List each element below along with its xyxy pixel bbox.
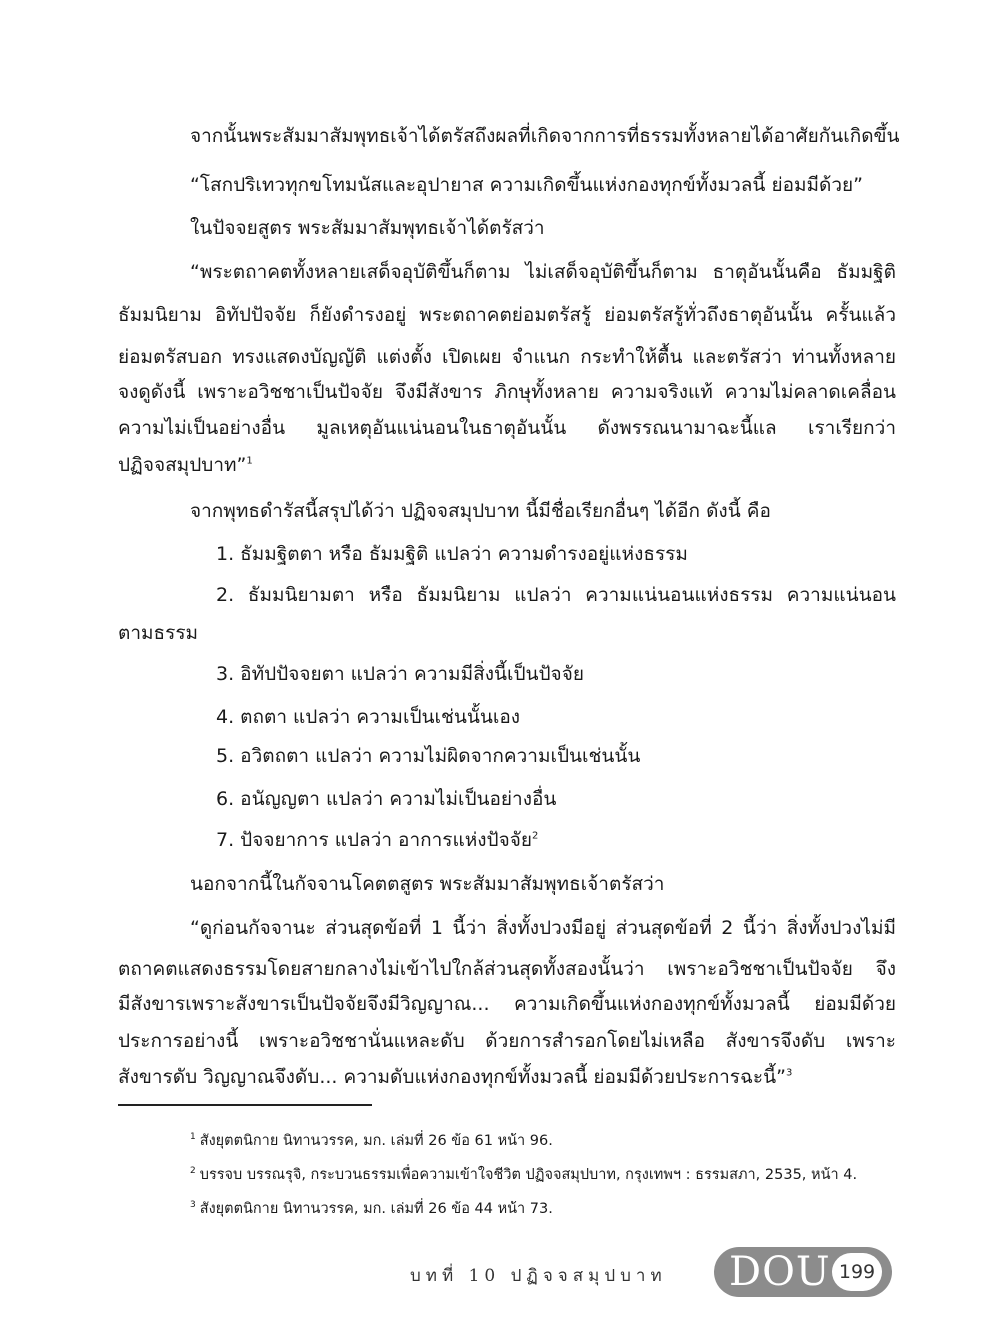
footnote-divider [118, 1104, 372, 1106]
paragraph-summary: จากพุทธดำรัสนี้สรุปได้ว่า ปฏิจจสมุปบาท นี้มีชื่อเรียกอื่นๆ ได้อีก ดังนี้ คือ [190, 500, 771, 522]
chapter-title: บทที่ 10 ปฏิจจสมุปบาท [410, 1266, 667, 1286]
list-item: 7. ปัจจยาการ แปลว่า อาการแห่งปัจจัย$^2$ [216, 829, 539, 851]
paragraph-intro: จากนั้นพระสัมมาสัมพุทธเจ้าได้ตรัสถึงผลที่เกิดจากการที่ธรรมทั้งหลายได้อาศัยกันเกิดขึ้น [190, 125, 900, 147]
list-item: 3. อิทัปปัจจยตา แปลว่า ความมีสิ่งนี้เป็นปัจจัย [216, 663, 584, 685]
quote-line: ธัมมนิยาม อิทัปปัจจัย ก็ยังดำรงอยู่ พระตถาคตย่อมตรัสรู้ ย่อมตรัสรู้ทั่วถึงธาตุอันนั้น ครั้นแล้ว [118, 304, 896, 326]
quote-line-last: ปฏิจจสมุปบาท”$^1$ [118, 454, 253, 476]
quote-line: “พระตถาคตทั้งหลายเสด็จอุบัติขึ้นก็ตาม ไม่เสด็จอุบัติขึ้นก็ตาม ธาตุอันนั้นคือ ธัมมฐิติ [190, 261, 896, 283]
footnote: $^3$ สังยุตตนิกาย นิทานวรรค, มก. เล่มที่ 26 ข้อ 44 หน้า 73. [190, 1200, 553, 1217]
footnote-ref: 3 [785, 1067, 793, 1079]
list-item: 5. อวิตถตา แปลว่า ความไม่ผิดจากความเป็นเช่นนั้น [216, 745, 641, 767]
footnote-ref: 2 [532, 830, 539, 842]
list-item: 1. ธัมมฐิตตา หรือ ธัมมฐิติ แปลว่า ความดำรงอยู่แห่งธรรม [216, 543, 688, 565]
footnote: $^2$ บรรจบ บรรณรุจิ, กระบวนธรรมเพื่อความเข้าใจชีวิต ปฏิจจสมุปบาท, กรุงเทพฯ : ธรรมสภา, 2535, หน้า 4. [190, 1166, 858, 1183]
quote-line: ประการอย่างนี้ เพราะอวิชชานั่นแหละดับ ด้วยการสำรอกโดยไม่เหลือ สังขารจึงดับ เพราะ [118, 1030, 896, 1052]
paragraph-kaccana-sutta: นอกจากนี้ในกัจจานโคตตสูตร พระสัมมาสัมพุทธเจ้าตรัสว่า [190, 873, 665, 895]
quote-line: มีสังขารเพราะสังขารเป็นปัจจัยจึงมีวิญญาณ... ความเกิดขึ้นแห่งกองทุกข์ทั้งมวลนี้ ย่อมมีด้วย [118, 993, 896, 1015]
quote-line: ตถาคตแสดงธรรมโดยสายกลางไม่เข้าไปใกล้ส่วนสุดทั้งสองนั้นว่า เพราะอวิชชาเป็นปัจจัย จึง [118, 958, 896, 980]
list-item: 2. ธัมมนิยามตา หรือ ธัมมนิยาม แปลว่า ความแน่นอนแห่งธรรม ความแน่นอน [216, 584, 896, 606]
list-item: 4. ตถตา แปลว่า ความเป็นเช่นนั้นเอง [216, 706, 521, 728]
footnote-ref: 1 [246, 455, 253, 467]
paragraph-quote-short: “โสกปริเทวทุกขโทมนัสและอุปายาส ความเกิดขึ้นแห่งกองทุกข์ทั้งมวลนี้ ย่อมมีด้วย” [190, 174, 864, 196]
page-number: 199 [838, 1261, 876, 1283]
list-item-continuation: ตามธรรม [118, 622, 199, 644]
list-item: 6. อนัญญตา แปลว่า ความไม่เป็นอย่างอื่น [216, 788, 557, 810]
paragraph-paccaya-sutta: ในปัจจยสูตร พระสัมมาสัมพุทธเจ้าได้ตรัสว่า [190, 217, 545, 239]
footnote: $^1$ สังยุตตนิกาย นิทานวรรค, มก. เล่มที่ 26 ข้อ 61 หน้า 96. [190, 1132, 553, 1149]
dou-logo-text: DOU [729, 1249, 831, 1295]
quote-line: ย่อมตรัสบอก ทรงแสดงบัญญัติ แต่งตั้ง เปิดเผย จำแนก กระทำให้ตื้น และตรัสว่า ท่านทั้งหลาย [118, 346, 896, 368]
quote-line: จงดูดังนี้ เพราะอวิชชาเป็นปัจจัย จึงมีสังขาร ภิกษุทั้งหลาย ความจริงแท้ ความไม่คลาดเคลื่อน [118, 381, 896, 403]
quote-line: ความไม่เป็นอย่างอื่น มูลเหตุอันแน่นอนในธาตุอันนั้น ดังพรรณนามาฉะนี้แล เราเรียกว่า [118, 417, 896, 439]
quote-line-last: สังขารดับ วิญญาณจึงดับ... ความดับแห่งกองทุกข์ทั้งมวลนี้ ย่อมมีด้วยประการฉะนี้”$^3$ [118, 1066, 793, 1088]
quote-line: “ดูก่อนกัจจานะ ส่วนสุดข้อที่ 1 นี้ว่า สิ่งทั้งปวงมีอยู่ ส่วนสุดข้อที่ 2 นี้ว่า สิ่งทั้งปวงไม่มี [190, 917, 896, 939]
